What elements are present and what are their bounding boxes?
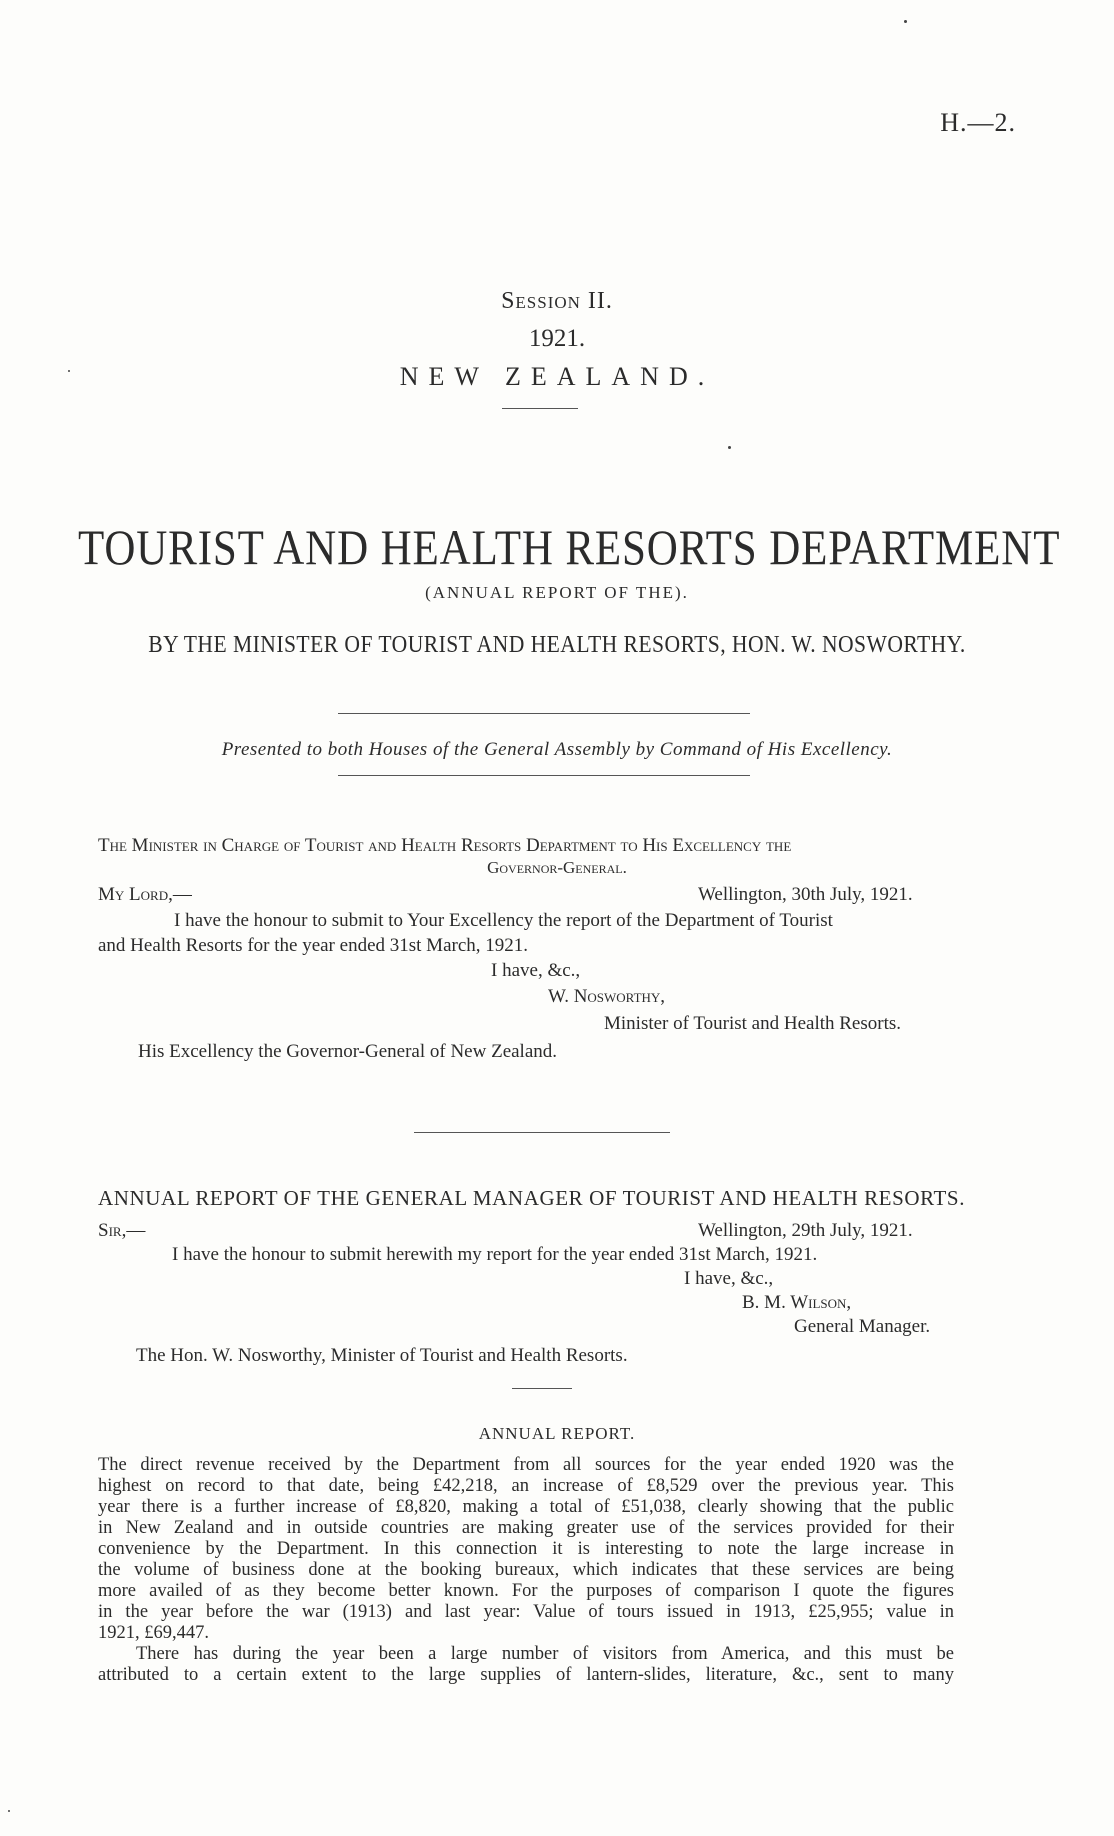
scan-speck [8, 1810, 10, 1812]
title-divider-bottom [338, 775, 750, 776]
report-line: The direct revenue received by the Department from all sources for the year ended 1920 was the [98, 1455, 954, 1475]
session-year: 1921. [528, 325, 586, 352]
minister-signatory-title: Minister of Tourist and Health Resorts. [604, 1013, 902, 1034]
report-line: attributed to a certain extent to the large supplies of lantern-slides, literature, &c., sent to many [98, 1665, 954, 1685]
scan-speck [68, 370, 70, 372]
report-line: in the year before the war (1913) and last year: Value of tours issued in 1913, £25,955; value in [98, 1602, 954, 1622]
scan-speck [728, 446, 731, 449]
annual-report-paragraph [98, 1455, 954, 1686]
manager-addressee: The Hon. W. Nosworthy, Minister of Tourist and Health Resorts. [136, 1345, 628, 1366]
minister-letter-body: I have the honour to submit to Your Excellency the report of the Department of Tourist [174, 910, 833, 931]
page-subtitle: (ANNUAL REPORT OF THE). [425, 583, 689, 602]
header-divider [502, 408, 578, 409]
session-label: Session II. [501, 288, 613, 314]
manager-closing: I have, &c., [684, 1268, 774, 1289]
manager-signatory-title: General Manager. [794, 1316, 931, 1337]
report-line: more availed of as they become better known. For the purposes of comparison I quote the figures [98, 1581, 954, 1601]
report-line: convenience by the Department. In this connection it is interesting to note the large increase in [98, 1539, 954, 1559]
report-divider [512, 1388, 572, 1389]
minister-letter-body-cont: and Health Resorts for the year ended 31st March, 1921. [98, 935, 529, 956]
scan-speck [904, 20, 907, 23]
manager-salutation: Sir,— [98, 1220, 146, 1241]
manager-letter-body: I have the honour to submit herewith my report for the year ended 31st March, 1921. [172, 1244, 818, 1265]
presented-line: Presented to both Houses of the General Assembly by Command of His Excellency. [221, 739, 893, 760]
report-line: year there is a further increase of £8,820, making a total of £51,038, clearly showing that the public [98, 1497, 954, 1517]
report-line: highest on record to that date, being £42,218, an increase of £8,529 over the previous year. This [98, 1476, 954, 1496]
section-divider [414, 1132, 670, 1133]
minister-signatory: W. Nosworthy, [548, 986, 666, 1007]
manager-place-date: Wellington, 29th July, 1921. [698, 1220, 913, 1241]
minister-letter-heading-cont: Governor-General. [487, 858, 627, 877]
country-name: NEW ZEALAND. [399, 362, 715, 391]
minister-closing: I have, &c., [491, 960, 581, 981]
byline: BY THE MINISTER OF TOURIST AND HEALTH RESORTS, HON. W. NOSWORTHY. [148, 632, 966, 658]
manager-report-heading: ANNUAL REPORT OF THE GENERAL MANAGER OF TOURIST AND HEALTH RESORTS. [98, 1186, 966, 1210]
minister-letter-heading: The Minister in Charge of Tourist and Health Resorts Department to His Excellency the [98, 835, 792, 856]
report-line: in New Zealand and in outside countries are making greater use of the services provided for their [98, 1518, 954, 1538]
title-divider-top [338, 713, 750, 714]
annual-report-heading: ANNUAL REPORT. [478, 1424, 636, 1443]
minister-place-date: Wellington, 30th July, 1921. [698, 884, 913, 905]
report-line: the volume of business done at the booking bureaux, which indicates that these services are being [98, 1560, 954, 1580]
minister-addressee: His Excellency the Governor-General of New Zealand. [138, 1041, 558, 1062]
minister-salutation: My Lord,— [98, 884, 192, 905]
report-line: 1921, £69,447. [98, 1623, 209, 1643]
document-reference: H.—2. [940, 108, 1016, 137]
page-title: TOURIST AND HEALTH RESORTS DEPARTMENT [77, 519, 1061, 575]
report-line: There has during the year been a large number of visitors from America, and this must be [136, 1644, 954, 1664]
manager-signatory: B. M. Wilson, [742, 1292, 852, 1313]
